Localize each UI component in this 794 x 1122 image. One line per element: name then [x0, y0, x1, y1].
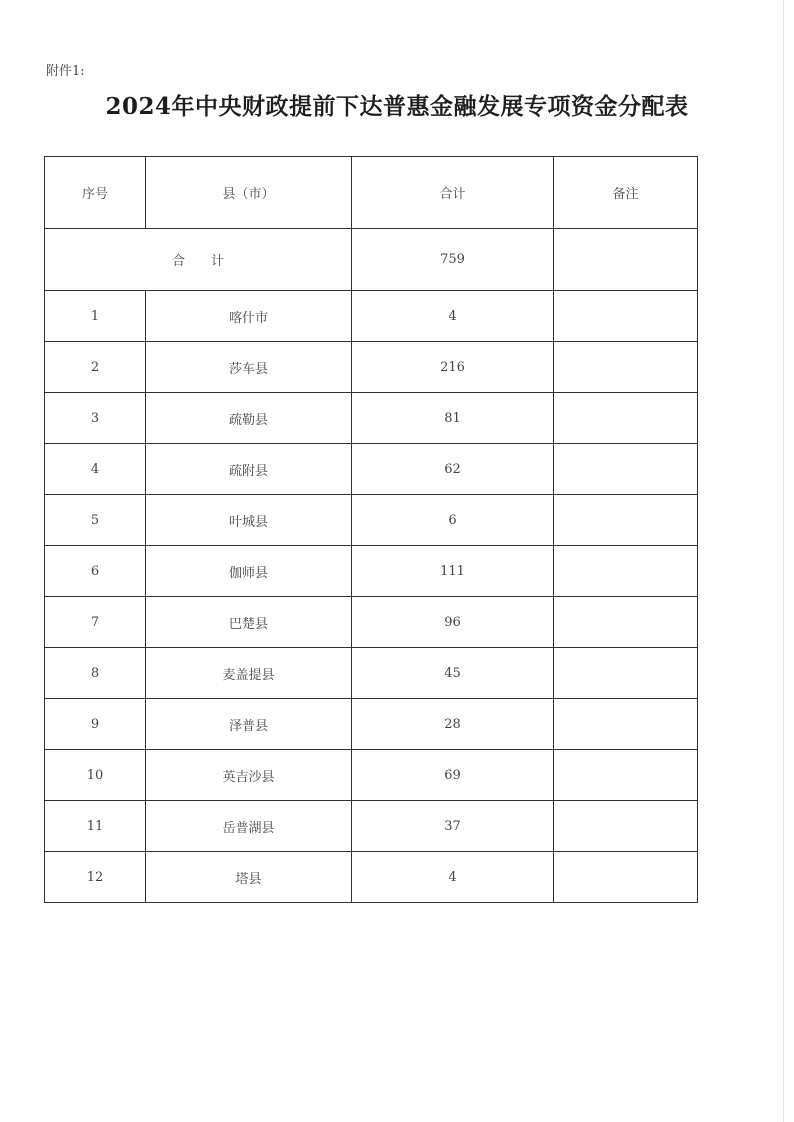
cell-total: 45 [352, 648, 554, 699]
cell-county: 巴楚县 [146, 597, 352, 648]
cell-remarks [554, 852, 698, 903]
cell-county: 疏附县 [146, 444, 352, 495]
scan-edge-line [783, 0, 784, 1122]
cell-index: 12 [45, 852, 146, 903]
table-row [45, 444, 698, 495]
table-row [45, 699, 698, 750]
cell-total: 62 [352, 444, 554, 495]
table-row [45, 852, 698, 903]
cell-total: 4 [352, 291, 554, 342]
table-row [45, 750, 698, 801]
cell-total: 28 [352, 699, 554, 750]
header-county: 县（市） [146, 157, 352, 229]
cell-index: 7 [45, 597, 146, 648]
cell-remarks [554, 801, 698, 852]
cell-index: 9 [45, 699, 146, 750]
table-row [45, 291, 698, 342]
summary-total: 759 [352, 229, 554, 291]
cell-total: 111 [352, 546, 554, 597]
cell-county: 疏勒县 [146, 393, 352, 444]
summary-row [45, 229, 698, 291]
table-row [45, 546, 698, 597]
cell-index: 6 [45, 546, 146, 597]
cell-total: 96 [352, 597, 554, 648]
cell-county: 岳普湖县 [146, 801, 352, 852]
cell-index: 11 [45, 801, 146, 852]
cell-remarks [554, 597, 698, 648]
cell-county: 英吉沙县 [146, 750, 352, 801]
summary-remarks [554, 229, 698, 291]
table-row [45, 801, 698, 852]
cell-total: 37 [352, 801, 554, 852]
table-row [45, 495, 698, 546]
cell-remarks [554, 444, 698, 495]
document-title: 2024年中央财政提前下达普惠金融发展专项资金分配表 [105, 93, 689, 120]
cell-remarks [554, 393, 698, 444]
cell-total: 6 [352, 495, 554, 546]
cell-total: 81 [352, 393, 554, 444]
summary-label-text: 合计 [171, 254, 250, 269]
cell-remarks [554, 699, 698, 750]
cell-remarks [554, 750, 698, 801]
cell-remarks [554, 291, 698, 342]
cell-county: 喀什市 [146, 291, 352, 342]
cell-remarks [554, 648, 698, 699]
cell-index: 10 [45, 750, 146, 801]
cell-index: 2 [45, 342, 146, 393]
table-row [45, 648, 698, 699]
allocation-table [44, 156, 698, 903]
cell-county: 莎车县 [146, 342, 352, 393]
cell-index: 5 [45, 495, 146, 546]
header-index: 序号 [45, 157, 146, 229]
cell-county: 麦盖提县 [146, 648, 352, 699]
header-row [45, 157, 698, 229]
cell-index: 8 [45, 648, 146, 699]
cell-county: 伽师县 [146, 546, 352, 597]
header-total: 合计 [352, 157, 554, 229]
cell-index: 3 [45, 393, 146, 444]
attachment-label: 附件1: [46, 64, 85, 79]
cell-total: 69 [352, 750, 554, 801]
cell-county: 泽普县 [146, 699, 352, 750]
table-row [45, 393, 698, 444]
cell-index: 1 [45, 291, 146, 342]
summary-label [45, 229, 352, 291]
cell-remarks [554, 342, 698, 393]
cell-remarks [554, 495, 698, 546]
cell-county: 叶城县 [146, 495, 352, 546]
cell-remarks [554, 546, 698, 597]
cell-total: 4 [352, 852, 554, 903]
table-row [45, 597, 698, 648]
cell-county: 塔县 [146, 852, 352, 903]
cell-index: 4 [45, 444, 146, 495]
cell-total: 216 [352, 342, 554, 393]
table-row [45, 342, 698, 393]
header-remarks: 备注 [554, 157, 698, 229]
allocation-table-body [45, 157, 698, 903]
